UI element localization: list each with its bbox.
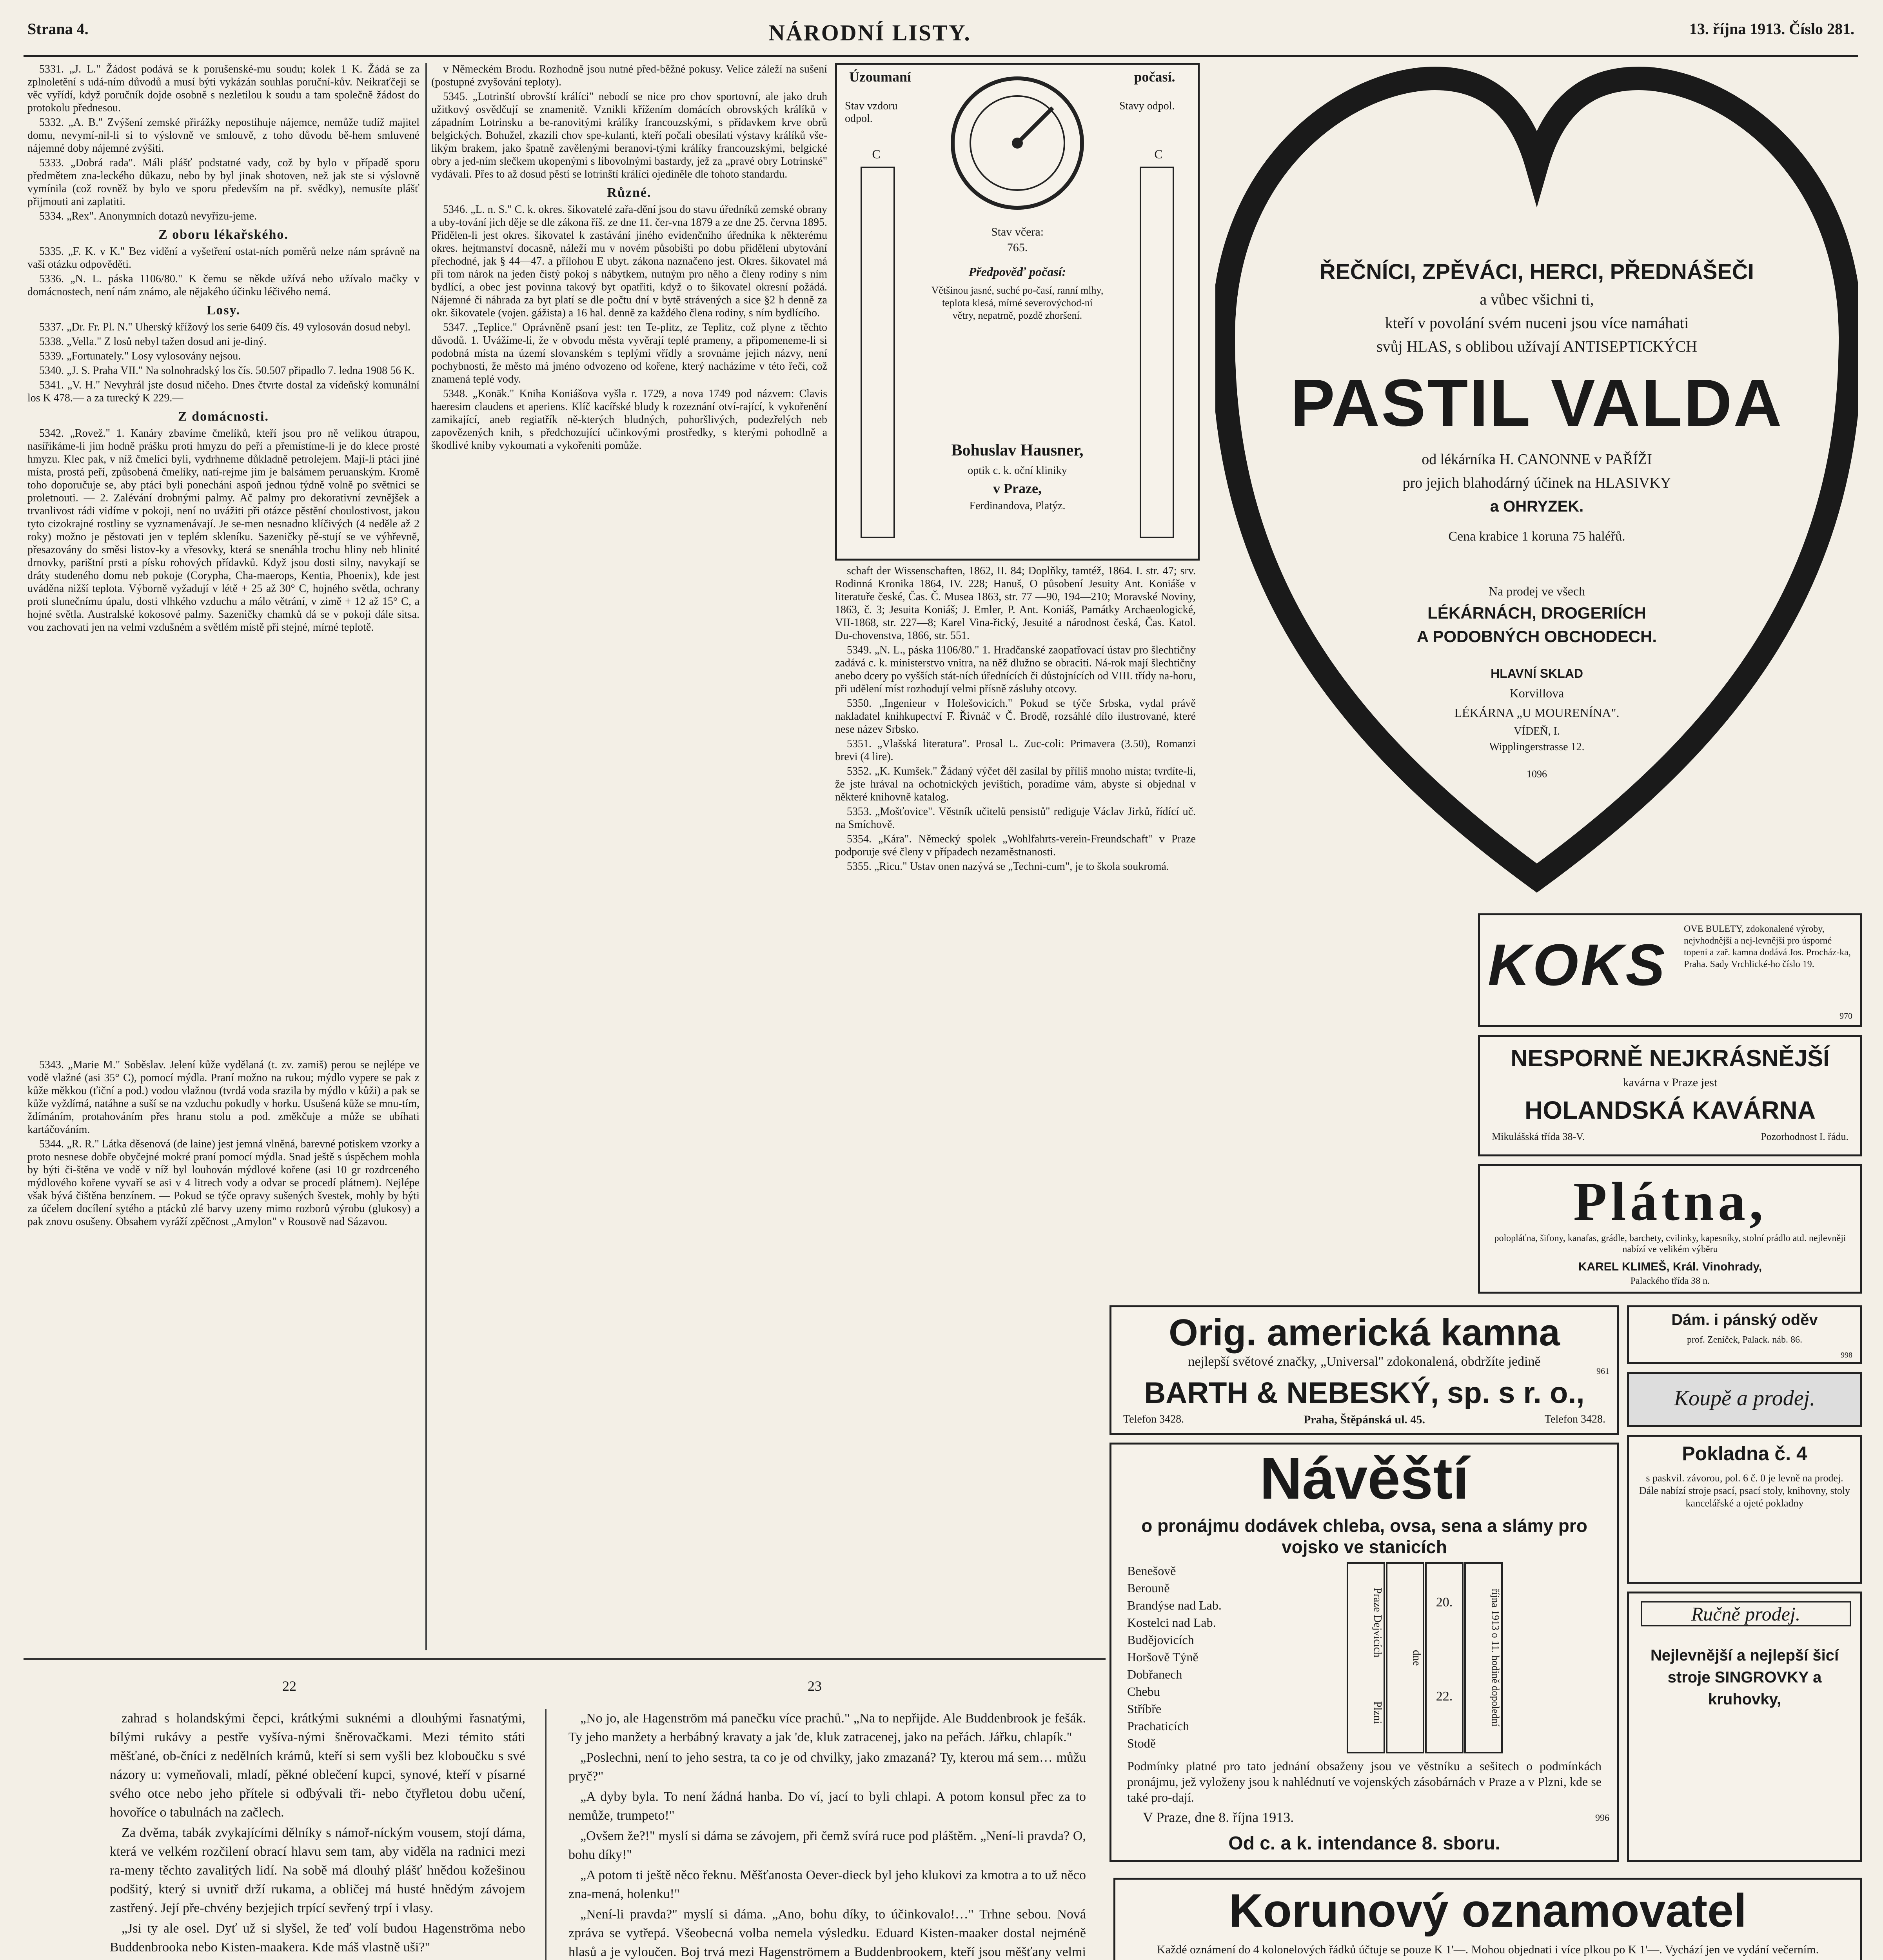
gauge-status-value: 765. — [1007, 241, 1028, 254]
navesti-time-col — [1464, 1562, 1503, 1753]
koks-logo: KOKS — [1488, 932, 1667, 998]
station-item: Horšově Týně — [1127, 1650, 1198, 1664]
answer-5343: 5343. „Marie M." Soběslav. Jelení kůže vydělaná (t. zv. zamiš) perou se nejlépe ve vodě vlažné (asi 35° C), pomocí mýdla. Praní možno na rukou; mýdlo vypere se pak z kůže měkkou (ťiční a pod.) vodou vlažnou (tvrdá voda srazila by mýdlo v kůži) a pak se kůže vyždímá, natáhne a suší se na vzduchu pokudly v horku. Usušená kůže se mnu-tím, ždímáním, protahováním přes hranu stolu a pod. změkčuje a může se ubíhati kartáčováním. — [27, 1059, 419, 1136]
novel-paragraph — [110, 1958, 525, 1960]
valda-sale: Na prodej ve všech — [1488, 584, 1585, 598]
kavarna-address: Mikulášská třída 38-V. — [1492, 1131, 1585, 1142]
pastil-valda-ad — [1215, 63, 1858, 894]
valda-line: a OHRYZEK. — [1490, 498, 1584, 515]
novel-paragraph: Za dvěma, tabák zvykajícími dělníky s námoř-níckým vousem, stojí dáma, která ve velkém rozčilení obrací hlavu sem tam, aby viděla na radnici mezi ra-meny těchto zavalitých lidí. Na sobě má dlouhý plášť hnědou kožešinou podšitý, který si uvnitř drží rukama, a obličej má husté hnědým závojem zastřený. Její pře-chvény bezjejich trpící sevřený trpí i vlasy. — [110, 1826, 525, 1915]
navesti-notice — [1109, 1443, 1619, 1862]
answer-5354: 5354. „Kára". Německý spolek „Wohlfahrts-verein-Freundschaft" v Praze podporuje své členy v případech nezaměstnanosti. — [835, 833, 1196, 858]
thermometer-unit: C — [1154, 147, 1163, 161]
classified-section — [1113, 1878, 1862, 1960]
kamna-code: 961 — [1596, 1366, 1609, 1376]
odev-code: 998 — [1841, 1351, 1852, 1359]
navesti-signature: Od c. a k. intendance 8. sboru. — [1228, 1833, 1500, 1854]
answer-5344-cont: v Německém Brodu. Rozhodně jsou nutné před-běžné pokusy. Velice záleží na sušení (postupné zvyšování teploty). — [431, 63, 827, 88]
navesti-code: 996 — [1595, 1813, 1609, 1823]
koks-ad — [1478, 913, 1862, 1027]
koks-text: OVE BULETY, zdokonalené výroby, nejvhodnější a nej-levnější pro úsporné topení a zař. kamna dodává Jos. Procház-ka, Praha. Sady Vrchlické-ho číslo 19. — [1684, 924, 1851, 969]
page-number: Strana 4. — [27, 20, 89, 38]
novel-paragraph: „Jsi ty ale osel. Dyť už si slyšel, že teď volí budou Hagenströma nebo Buddenbrooka nebo Kisten-maakera. Kde máš vlastně uši?" — [110, 1921, 525, 1955]
issue-date: 13. října 1913. Číslo 281. — [1689, 20, 1854, 38]
column-2 — [431, 63, 827, 1650]
column-1 — [27, 63, 419, 1051]
novel-paragraph: „A potom ti ještě něco řeknu. Měšťanosta Oever-dieck byl jeho klukovi za kmotra a to už něco zna-mená, holenku!" — [568, 1868, 1086, 1901]
platna-ad — [1478, 1164, 1862, 1294]
navesti-day: 22. — [1436, 1689, 1453, 1704]
answer-5342: 5342. „Rovež." 1. Kanáry zbavíme čmelíků, kteří jsou pro ně velikou útrapou, nasířikáme-li jim hodně prášku proti hmyzu do peří a přemístíme-li je do klece prosté hmyzu. Klec pak, v níž čmelíci byli, vydrhneme důkladně petrolejem. Mají-li ptáci jiné místa, prostá peří, způsobená čmelíky, natí-rejme jim je balsámem peruanským. Kromě toho doporučuje se, aby ptáci byli ponecháni aspoň jednou týdně volně po světnici se proletnouti. — 2. Zalévání drobnými palmy. Ač palmy pro dekorativní zevnějšek a trvanlivost rádi vidíme v pokoji, není no uvážiti při otázce pěstění choulostivost, jakou tyto cizokrajné rostliny se vyznamenávají. Je se-men nesnadno klíčivých (4 neděle až 2 roky) možno je pěstovati jen v teplém skleníku. Sazeničky pě-stují se ve výhřevně, přesazovány do směsi listov-ky a vřesovky, která se snenáhla trochu hliny neb hlinité drnovky, parištní prsti a písku rohových přídavků. Když jsou dosti silny, navykají se dráty studeného domu neb pokoje (Corypha, Cha-maerops, Kentia, Phoenix), kde jest uváděna nižší teplota. Výborně vyžadují v létě + 25 až 30° C, hojného světla, ochrany proti slunečnímu úpalu, dosti vlhkého vzduchu a málo větrání, v zimě + 12 až 15° C, a hojné světla. Australské kokosové palmy. Sazeničky chamků dá se v pokoji dále sitsa. vou zachovati jen na velmi vzdušném a světlém místě při stejné, mírné teplotě. — [27, 427, 419, 633]
gauge-label-right: počasí. — [1134, 69, 1175, 85]
singrovky-ad — [1627, 1592, 1862, 1862]
column-divider — [545, 1709, 547, 1960]
navesti-day: 20. — [1436, 1595, 1453, 1610]
navesti-subtitle: o pronájmu dodávek chleba, ovsa, sena a slámy pro vojsko ve stanicích — [1141, 1515, 1587, 1557]
station-item: Chebu — [1127, 1684, 1160, 1699]
platna-firm: KAREL KLIMEŠ, Král. Vinohrady, — [1578, 1260, 1762, 1273]
valda-warehouse: Korvillova — [1509, 686, 1564, 700]
koupe-prodej-banner — [1627, 1372, 1862, 1427]
classified-subtitle: Každé oznámení do 4 kolonelových řádků účtuje se pouze K 1'—. Mohou objednati i více plkou po K 1'—. Vychází jen ve vydání večerním. — [1157, 1943, 1819, 1956]
answer-5352: 5352. „K. Kumšek." Žádaný výčet děl zasílal by příliš mnoho místa; tvrdíte-li, že jste hrával na ochotnických jevištích, poradíme vám, abyste si objednal v některé knihovně katalog. — [835, 765, 1196, 803]
valda-warehouse: LÉKÁRNA „U MOURENÍNA". — [1454, 706, 1620, 720]
valda-sale: A PODOBNÝCH OBCHODECH. — [1416, 627, 1657, 646]
answer-5335: 5335. „F. K. v K." Bez vidění a vyšetření ostat-ních poměrů nelze nám správně na vaši otázku odpověděti. — [27, 245, 419, 270]
answer-5332: 5332. „A. B." Zvýšení zemské přirážky nepostihuje nájemce, nemůže tudíž majitel domu, nevymí-nil-li si to výslovně ve smlouvě, z toho důvodu bě-hem smluvené nájemné doby nájemné zvýšiti. — [27, 116, 419, 154]
navesti-title: Návěští — [1260, 1445, 1469, 1511]
answer-5339: 5339. „Fortunately." Losy vylosovány nejsou. — [39, 350, 241, 362]
answer-5344: 5344. „R. R." Látka děsenová (de laine) jest jemná vlněná, barevné potiskem vzorky a proto nesnese dobře obyčejné mokré praní pomocí mýdla. Snad ještě s úspěchem mohla by býti či-štěna ve vodě v níž byl louhován mýdlové kořene (asi 10 gr rozdrceného mýdlového kořene vyvaří se asi v 4 litrech vody a odvar se procedí plátnem). Nejlépe však bývá čištěna benzínem. — Pokud se týče opravy sušených švestek, mohly by býti za účelem docílení sytého a ptácků zlé barvy uzeny mimo rozborů výrobu (glukosy) a pak znovu osušeny. Obsahem vyráží zpěčnost „Amylon" v Rousově nad Sázavou. — [27, 1138, 419, 1228]
navesti-place: Praze Dejvicích — [1371, 1587, 1384, 1658]
pokladna-text: s paskvil. závorou, pol. 6 č. 0 je levně na prodej. Dále nabízí stroje psací, psací stoly, knihovny, stoly kancelářské a ojeté pokladny — [1639, 1472, 1850, 1509]
valda-line: kteří v povolání svém nuceni jsou více namáhati — [1385, 314, 1689, 332]
valda-warehouse: HLAVNÍ SKLAD — [1491, 666, 1583, 681]
answer-5337: 5337. „Dr. Fr. Pl. N." Uherský křížový los serie 6409 čís. 49 vylosován dosud nebyl. — [39, 321, 411, 333]
section-heading: Z domácnosti. — [178, 409, 269, 424]
pokladna-ad — [1627, 1435, 1862, 1584]
section-heading: Různé. — [607, 185, 652, 200]
odev-title: Dám. i pánský oděv — [1671, 1311, 1818, 1328]
kamna-phone: Telefon 3428. — [1123, 1413, 1184, 1425]
valda-headline: ŘEČNÍCI, ZPĚVÁCI, HERCI, PŘEDNÁŠEČI — [1320, 259, 1754, 284]
navesti-dne: dne — [1411, 1650, 1423, 1666]
station-item: Berouně — [1127, 1581, 1170, 1595]
station-item: Stříbře — [1127, 1702, 1162, 1716]
answer-5336: 5336. „N. L. páska 1106/80." K čemu se někde užívá nebo užívalo mačky v domácnostech, není nám známo, ale nějakého účinku léčivého nemá. — [27, 273, 419, 298]
singrovky-title: Ručně prodej. — [1641, 1601, 1851, 1626]
station-item: Dobřanech — [1127, 1667, 1182, 1681]
section-heading: Z oboru lékařského. — [158, 227, 289, 242]
platna-address: Palackého třída 38 n. — [1630, 1276, 1710, 1286]
thermometer-unit: C — [872, 147, 881, 161]
valda-brand: PASTIL VALDA — [1290, 366, 1783, 440]
odev-text: prof. Zeníček, Palack. náb. 86. — [1687, 1335, 1802, 1345]
optician-city: v Praze, — [993, 481, 1042, 496]
column-divider — [425, 63, 427, 1650]
thermometer-left — [861, 167, 895, 538]
amerika-kamna-ad — [1109, 1305, 1619, 1435]
answer-5349: 5349. „N. L., páska 1106/80." 1. Hradčanské zaopatřovací ústav pro šlechtičny zadává c. k. ministerstvo vnitra, na něž dlužno se obraciti. Ná-rok mají šlechtičny anebo dcery po vyšších stát-ních úřednících či důstojnících od VIII. třídy na-horu, při udělení míst rozhodují velmi přísně zásluhy otcovy. — [835, 644, 1196, 695]
gauge-status-label: Stav včera: — [991, 225, 1044, 238]
valda-code: 1096 — [1527, 768, 1547, 780]
valda-line: pro jejich blahodárný účinek na HLASIVKY — [1402, 475, 1671, 491]
novel-paragraph: „A dyby byla. To není žádná hanba. Do ví, jací to byli chlapi. A potom konsul přec za to nemůže, trumpeto!" — [568, 1789, 1086, 1823]
answer-5333: 5333. „Dobrá rada". Máli plášť podstatné vady, což by bylo v případě sporu předmětem zna-leckého důkazu, nebo by byl jinak shotoven, než jak ste si výslovně vymínila (což rovněž by bylo ve sporu především na př. svědky), nemusíte plášť přijmouti ani zaplatiti. — [27, 157, 419, 208]
koks-code: 970 — [1839, 1011, 1852, 1021]
navesti-day-col — [1425, 1562, 1464, 1753]
feuilleton-divider — [24, 1658, 1106, 1660]
kamna-firm: BARTH & NEBESKÝ, sp. s r. o., — [1144, 1376, 1585, 1410]
novel-paragraph: „No jo, ale Hagenström má panečku více prachů." „Na to nepřijde. Ale Buddenbrook je fešák. Ty jeho manžety a herbábný kravaty a jak 'de, kluk zatracenej, jako na peřách. Jářku, chlapík." — [568, 1711, 1086, 1744]
kamna-title: Orig. americká kamna — [1169, 1312, 1560, 1354]
valda-warehouse: VÍDEŇ, I. — [1514, 725, 1560, 737]
kavarna-subtitle: kavárna v Praze jest — [1623, 1076, 1718, 1089]
optician-title: optik c. k. oční kliniky — [968, 465, 1067, 477]
pokladna-title: Pokladna č. 4 — [1682, 1443, 1807, 1465]
novel-page-number: 22 — [282, 1678, 296, 1694]
forecast-title: Předpověď počasí: — [968, 265, 1066, 279]
answer-5351: 5351. „Vlašská literatura". Prosal L. Zuc-coli: Primavera (3.50), Romanzi brevi (4 lire). — [835, 738, 1196, 763]
answer-5355: 5355. „Ricu." Ustav onen nazývá se „Techni-cum", je to škola soukromá. — [847, 860, 1169, 873]
navesti-stations — [1127, 1562, 1339, 1752]
valda-warehouse: Wipplingerstrasse 12. — [1489, 741, 1585, 753]
valda-line: a vůbec všichni ti, — [1480, 290, 1594, 308]
platna-text: polopláťna, šifony, kanafas, grádle, barchety, cvilinky, kapesníky, stolní prádlo atd. nejlevněji nabízí ve velikém výběru — [1494, 1233, 1846, 1254]
newspaper-title: NÁRODNÍ LISTY. — [768, 20, 971, 45]
forecast-text: Většinou jasné, suché po-časí, ranní mlhy, teplota klesá, mírné severovýchod-ní větry, nepatrně, pozdě zhoršení. — [931, 285, 1104, 321]
valda-line: svůj HLAS, s oblibou užívají ANTISEPTICKÝCH — [1376, 338, 1697, 355]
optician-street: Ferdinandova, Platýz. — [969, 500, 1066, 512]
answer-5340: 5340. „J. S. Praha VII." Na solnohradský los čís. 50.507 připadlo 7. ledna 1908 56 K. — [39, 365, 415, 377]
kavarna-title: NESPORNĚ NEJKRÁSNĚJŠÍ — [1511, 1045, 1830, 1071]
kavarna-ad — [1478, 1035, 1862, 1156]
kamna-subtitle: nejlepší světové značky, „Universal" zdokonalená, obdržíte jedině — [1188, 1354, 1541, 1369]
kavarna-name: HOLANDSKÁ KAVÁRNA — [1525, 1096, 1816, 1124]
novel-column-left — [110, 1709, 525, 1960]
answer-5331: 5331. „J. L." Žádost podává se k porušenské-mu soudu; kolek 1 K. Žádá se za zplnoletění s udá-ním důvodů a musí býti vykázán souhlas poruční-kův. Neikraťčeji se věc vyřídí, když poručník dojde osobně s nezletilou k soudu a tam společně žádost do protokolu přednesou. — [27, 63, 419, 114]
novel-page-number: 23 — [808, 1678, 822, 1694]
weather-gauge-ad — [835, 63, 1200, 561]
kamna-phone: Telefon 3428. — [1544, 1413, 1605, 1425]
gauge-right-caption: Stavy odpol. — [1119, 100, 1175, 112]
novel-paragraph: „Poslechni, není to jeho sestra, ta co je od chvilky, jako zmazaná? Ty, kterou má sem… můžu pryč?" — [568, 1750, 1086, 1784]
navesti-place-col — [1347, 1562, 1385, 1753]
novel-column-right — [568, 1709, 1086, 1960]
gauge-left-caption: Stav vzdoru odpol. — [845, 100, 898, 125]
station-item: Budějovicích — [1127, 1633, 1194, 1647]
navesti-footnote: Podmínky platné pro tato jednání obsaženy jsou ve věstníku a sešitech o podmínkách pronájmu, jež vyloženy jsou k nahlédnutí ve vojenských zásobárnách v Praze a v Plzni, kde se také pro-dají. — [1127, 1759, 1602, 1804]
novel-paragraph: „Ovšem že?!" myslí si dáma se závojem, při čemž svírá ruce pod pláštěm. „Není-li pravda? O, bohu díky!" — [568, 1829, 1086, 1862]
answer-5345: 5345. „Lotrinští obrovští králíci" nebodí se nice pro chov sportovní, ale jako druh užitkový osvědčují se znamenitě. Vznikli křížením domácích obrovských králíků v západním Lotrinsku a be-ranovitými králíky francouzskými, s přídavkem krve obrů belgických. Bohužel, zkazili chov spe-kulanti, kteří počali obesílati výstavy králíků vše-likým brakem, jako špatně zavělenými beranovi-tými králíky francouzskými, belgické obry a jed-ním slečkem ukopenými s libovolnými bastardy, jež za „pravé obry Lotrinské" vydávali. Přes to až dosud pěstí se lotrinští králíci ojediněle dle tohoto standardu. — [431, 91, 827, 180]
station-item: Benešově — [1127, 1564, 1176, 1578]
answer-5353: 5353. „Mošťovice". Věstník učitelů pensistů" rediguje Václav Jirků, řídící uč. na Smíchově. — [835, 806, 1196, 831]
valda-sale: LÉKÁRNÁCH, DROGERIÍCH — [1427, 604, 1646, 622]
valda-line: od lékárníka H. CANONNE v PAŘÍŽI — [1422, 451, 1652, 468]
answer-5347: 5347. „Teplice." Oprávněně psaní jest: ten Te-plitz, ze Teplitz, což plyne z těchto důvodů. 1. Uvážíme-li, že v obvodu města vyvěrají teplé prameny, a připomeneme-li si podobná místa na území slovanském s teplými vřídly a srovnáme jejich názvy, není pochybnosti, že město má jméno odvozeno od kořene, který nacházíme v této řeči, což znamená teplé vody. — [431, 321, 827, 385]
answer-5341: 5341. „V. H." Nevyhrál jste dosud ničeho. Dnes čtvrte dostal za vídeňský komunální los K 478.— a za turecký K 229.— — [27, 379, 419, 404]
gauge-label-left: Úzoumaní — [849, 69, 911, 85]
section-heading: Losy. — [206, 303, 241, 318]
answer-5348: 5348. „Konäk." Kniha Koniášova vyšla r. 1729, a nova 1749 pod názvem: Clavis haeresim claudens et aperiens. Klíč kacířské bludy k rozeznání otví-rající, k vykořenění zamikající, aneb regiatřík ně-kterých bludných, pohoršlivých, podezřelých neb zapovězených knih, s předchozující učinkovými prostředky, s kterými pohodlně a škodlivé kniby vykoumati a vykořeniti pomůže. — [431, 388, 827, 452]
page-header — [24, 8, 1858, 57]
kamna-address: Praha, Štěpánská ul. 45. — [1303, 1413, 1425, 1426]
bibliography-cont: schaft der Wissenschaften, 1862, II. 84; Doplňky, tamtéž, 1864. I. str. 47; srv. Rodinná Kronika 1864, IV. 228; Hanuš, O působení Jesuity Ant. Koniáše v literatuře české, Čas. Č. Musea 1863, str. 77 —90, 194—210; Moravské Noviny, 1863, č. 3; Jesuita Koniáš; J. Emler, P. Ant. Koniáš, Památky Archaeologické, VII-1868, str. 227—8; Karel Vina-řický, Jesuité a národnost česká, Čas. Katol. Du-chovenstva, 1866, str. 551. — [835, 565, 1196, 642]
novel-paragraph: zahrad s holandskými čepci, krátkými suknémi a dlouhými řasnatými, bílými rukávy a pestře vyšíva-nými šněrovačkami. Mezi témito státi měšťané, ob-čníci z nedělních krámů, kteří si sem vyšli bez kloboučku s své názory u: vymeňovali, mladí, pěkné oblečení kupci, synové, kteří v písarné svého otce nebo jeho přítele si odbývali tři- nebo čtyřletou dobu učení, hovoříce o tabulnách na začlech. — [110, 1711, 525, 1820]
koupe-title: Koupě a prodej. — [1674, 1386, 1816, 1410]
station-item: Stodě — [1127, 1736, 1156, 1750]
optician-name: Bohuslav Hausner, — [951, 441, 1084, 459]
novel-paragraph: „Není-li pravda?" myslí si dáma. „Ano, bohu díky, to účinkovalo!…" Trhne sebou. Nová zpráva se vytřepá. Všeobecná volba nemela výsledku. Eduard Kisten-maaker dostal nejméně hlasů a je vyloučen. Boj trvá mezi Hagenströmem a Buddenbrookem, kteří jsou měšťany velmi — [568, 1907, 1086, 1959]
platna-title: Plátna, — [1573, 1171, 1767, 1232]
column-1-continued — [27, 1058, 419, 1646]
navesti-time: října 1913 o 11. hodině dopolední — [1490, 1589, 1501, 1727]
station-item: Brandýse nad Lab. — [1127, 1598, 1222, 1612]
thermometer-right — [1140, 167, 1174, 538]
station-item: Prachaticích — [1127, 1719, 1189, 1733]
damsky-odev-ad — [1627, 1305, 1862, 1364]
navesti-date: V Praze, dne 8. října 1913. — [1143, 1809, 1294, 1825]
singrovky-text: Nejlevnější a nejlepší šicí stroje SINGROVKY a kruhovky, — [1650, 1647, 1839, 1708]
answer-5346: 5346. „L. n. S." C. k. okres. šikovatelé zařa-dění jsou do stavu úředníků zemské obrany a uby-tování jich děje se dle zákona říš. ze dne 11. čer-vna 1879 a ze dne 25. června 1895. Přidělen-li jest okres. šikovatel k zastávání jiného evidenčního úředníka k některému okres. hejtmanství docasně, náleží mu v novém působišti po dobu přidělení ubytování přechodné, jak § 44—47. a přílohou E ubyt. zákona naznačeno jest. Okres. šikovatel má při tom nárok na jeden čistý pokoj s nábytkem, nutným pro něho a členy rodiny s ním bydlící, a obec jest povinna takový byt opatřiti, když o to šikovatel okresní požádá. Nájemné či náhrada za byt platí se dle počtu dní v bytě strávených a sice §2 h denně za okr. šikovatele (vojen. gážista) a 16 hal. denně za každého člena rodiny, s ním bydlícího. — [431, 203, 827, 319]
kavarna-note: Pozorhodnost I. řádu. — [1761, 1131, 1848, 1142]
barometer-icon — [939, 73, 1096, 214]
valda-price: Cena krabice 1 koruna 75 haléřů. — [1448, 529, 1625, 544]
navesti-place: Plzni — [1371, 1701, 1384, 1724]
station-item: Kostelci nad Lab. — [1127, 1615, 1216, 1630]
answer-5334: 5334. „Rex". Anonymních dotazů nevyřizu-jeme. — [39, 210, 257, 222]
answer-5338: 5338. „Vella." Z losů nebyl tažen dosud ani je-diný. — [39, 336, 267, 348]
navesti-dne-col — [1386, 1562, 1424, 1753]
answer-5350: 5350. „Ingenieur v Holešovicích." Pokud se týče Srbska, vydal právě nakladatel knihkupectví F. Řivnáč v Č. Brodě, rozsáhlé dílo ilustrované, které nese název Srbsko. — [835, 697, 1196, 735]
classified-title: Korunový oznamovatel — [1229, 1884, 1747, 1937]
